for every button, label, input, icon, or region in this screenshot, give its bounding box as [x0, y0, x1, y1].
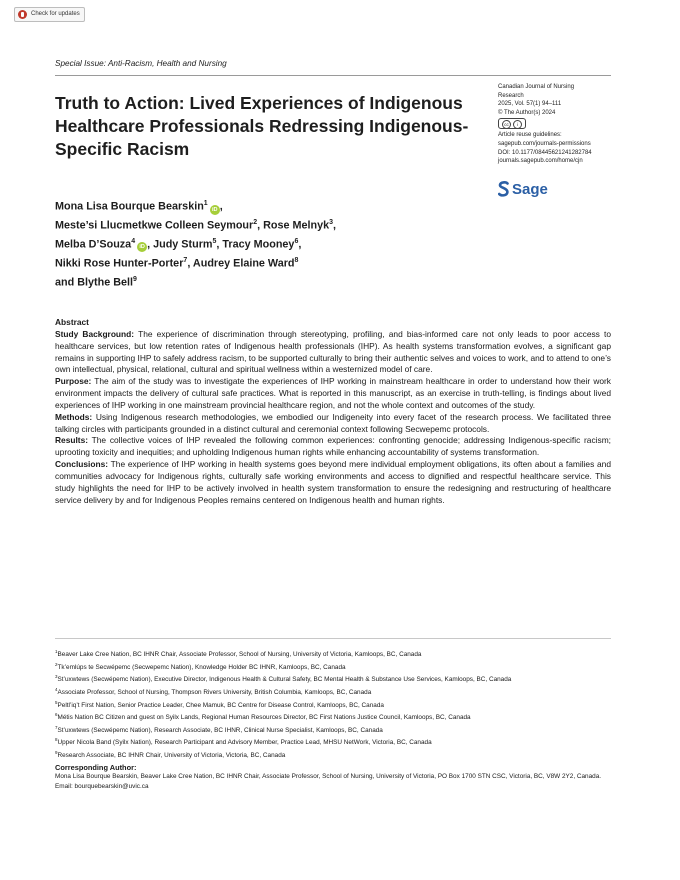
author-name: Mona Lisa Bourque Bearskin: [55, 200, 204, 213]
affiliation: [55, 735, 611, 748]
author-name: Blythe Bell: [77, 276, 134, 289]
author-affiliation: 3: [329, 218, 334, 226]
affiliation-number: 7: [55, 724, 58, 730]
affiliation-text: St’uxwtews (Secwépemc Nation), Research Associate, BC IHNR, Clinical Nurse Specialist, Kamloops, BC, Canada: [57, 726, 383, 734]
author-affiliation: 6: [294, 237, 299, 245]
journal-copyright: © The Author(s) 2024: [498, 109, 556, 116]
check-for-updates-label: Check for updates: [31, 11, 80, 17]
header-divider: [55, 75, 611, 76]
affiliation-number: 5: [55, 699, 58, 705]
affiliation-number: 2: [55, 661, 58, 667]
author-name: Judy Sturm: [153, 238, 213, 251]
corresponding-author-email[interactable]: Email: bourquebearskin@uvic.ca: [55, 782, 149, 790]
corresponding-author-heading: Corresponding Author:: [55, 762, 137, 772]
author-name: Tracy Mooney: [222, 238, 295, 251]
section-text: The experience of IHP working in health systems goes beyond mere individual employment obligations, its often about a families and communities advocacy for Indigenous rights, culturally safe working environments and access to dignified and respectful healthcare service. This study highlights the need for IHP to be actively involved in health system transformation to ensure the redesigning and restructuring of healthcare service delivery by and for Indigenous Peoples remains centered on Indigenous health and human rights.: [55, 459, 611, 505]
affiliation-number: 8: [55, 737, 58, 743]
affiliation: [55, 710, 611, 723]
abstract-section: [55, 412, 611, 436]
abstract: [55, 317, 611, 507]
affiliation: [55, 685, 611, 698]
affiliation-number: 3: [55, 674, 58, 680]
sage-s-icon: [498, 181, 509, 197]
orcid-icon[interactable]: iD: [210, 205, 220, 215]
author-affiliation: 2: [253, 218, 258, 226]
affiliation-text: St’uxwtews (Secwépemc Nation), Executive Director, Indigenous Health & Cultural Safety, BC Mental Health & Substance Use Services, Kamloops, BC, Canada: [57, 676, 512, 684]
reuse-label: Article reuse guidelines:: [498, 132, 562, 139]
section-text: The aim of the study was to investigate the experiences of IHP working in mainstream healthcare in order to understand how their work environment impacts the delivery of cultural safe practices. What is reported in this manuscript, as an exercise in truth-telling, is findings about lived experiences of IHP working in one mainstream provincial healthcare region, and not the whole context and outcomes of the study.: [55, 376, 611, 410]
affiliation-text: Research Associate, BC IHNR Chair, University of Victoria, Victoria, BC, Canada: [57, 752, 286, 760]
affiliation: [55, 723, 611, 736]
abstract-heading: Abstract: [55, 317, 89, 327]
affiliations: [55, 647, 611, 791]
author-list: Mona Lisa Bourque Bearskin$^1$iD , Meste’si Llucmetkwe Colleen Seymour$^2$, Rose Melnyk$^3$, Melba D’Souza$^4$iD , Judy Sturm$^5$, Tracy Mooney$^6$, Nikki Rose Hunter-Porter$^7$, Audrey Elaine Ward$^8$ and Blythe Bell$^9$: [55, 200, 337, 289]
update-icon: [18, 10, 27, 19]
affiliation-text: Tk’emlúps te Secwépemc (Secwepemc Nation), Knowledge Holder BC IHNR, Kamloops, BC, Canada: [57, 663, 346, 671]
journal-volume: 2025, Vol. 57(1) 94–111: [498, 101, 562, 108]
affiliation-text: Beaver Lake Cree Nation, BC IHNR Chair, Associate Professor, School of Nursing, University of Victoria, Kamloops, BC, Canada: [57, 651, 422, 659]
orcid-icon[interactable]: iD: [137, 242, 147, 252]
section-text: Using Indigenous research methodologies, we embodied our Indigeneity into every facet of the research process. We facilitated three talking circles with participants grounded in a distinct cultural and ceremonial context following Secwepemc protocols.: [55, 411, 611, 434]
affiliation-text: Upper Nicola Band (Syilx Nation), Research Participant and Advisory Member, Practice Lead, MHSU NetWork, Victoria, BC, Canada: [57, 739, 432, 747]
affiliation-text: Métis Nation BC Citizen and guest on Syilx Lands, Regional Human Resources Director, BC First Nations Justice Council, Kamloops, BC, Canada: [57, 714, 471, 722]
section-label: Results:: [55, 435, 89, 446]
abstract-section: [55, 329, 611, 376]
affiliation: [55, 647, 611, 660]
publisher-name: Sage: [512, 181, 548, 198]
affiliation: [55, 748, 611, 761]
affiliation: [55, 660, 611, 673]
author-name: Meste’si Llucmetkwe Colleen Seymour: [55, 219, 254, 232]
journal-info: [498, 83, 618, 166]
author-affiliation: 4: [131, 237, 136, 245]
author-name: Nikki Rose Hunter-Porter: [55, 257, 184, 270]
abstract-section: [55, 459, 611, 506]
doi-link[interactable]: DOI: 10.1177/08445621241282784: [498, 149, 592, 156]
section-label: Conclusions:: [55, 459, 109, 470]
author-affiliation: 9: [133, 275, 137, 283]
special-issue-label: Special Issue: Anti-Racism, Health and Nursing: [55, 59, 227, 68]
author-affiliation: 5: [212, 237, 217, 245]
article-title: Truth to Action: Lived Experiences of Indigenous Healthcare Professionals Redressing Indigenous-Specific Racism: [55, 93, 469, 159]
author-name: Rose Melnyk: [263, 219, 330, 232]
author-name: Audrey Elaine Ward: [192, 257, 295, 270]
author-conjunction: and: [55, 276, 78, 289]
journal-name: Canadian Journal of Nursing: [498, 84, 575, 90]
author-name: Melba D’Souza: [55, 238, 132, 251]
affiliation: [55, 698, 611, 711]
author-affiliation: 7: [183, 256, 188, 264]
affiliation-text: Associate Professor, School of Nursing, Thompson Rivers University, British Columbia, Kamloops, BC, Canada: [57, 689, 372, 696]
affiliation-number: 4: [55, 686, 58, 692]
abstract-section: [55, 435, 611, 459]
corresponding-author-text: Mona Lisa Bourque Bearskin, Beaver Lake Cree Nation, BC IHNR Chair, Associate Professor, School of Nursing, University of Victoria, PO Box 1700 STN CSC, Victoria, BC, V8W 2Y2, Canada.: [55, 773, 602, 781]
section-label: Purpose:: [55, 376, 92, 387]
affiliation-number: 6: [55, 712, 58, 718]
section-label: Methods:: [55, 411, 93, 422]
affiliation: [55, 672, 611, 685]
author-affiliation: 8: [294, 256, 299, 264]
author-affiliation: 1: [203, 200, 208, 207]
check-for-updates-button[interactable]: [14, 7, 85, 22]
affiliation-number: 9: [55, 750, 58, 755]
cc-by-icon: cc i: [498, 118, 526, 129]
abstract-section: [55, 376, 611, 412]
section-text: The collective voices of IHP revealed the following common experiences: confronting genocide; addressing Indigenous-specific racism; uprooting toxicity and inequities; and upholding Indigenous human rights while enhancing accountability of systems transformation.: [55, 435, 611, 458]
footnote-divider: [55, 638, 611, 639]
section-text: The experience of discrimination through stereotyping, profiling, and bias-informed care not only leads to poor access to healthcare services, but low retention rates of Indigenous health professionals (IHP). As health systems transformation evolves, a significant gap remains in supporting IHP to safely address racism, to be supported culturally to bring their authentic selves and voices to work, and to attend to one’s own intellectual, physical, relational, cultural and spiritual wellness within a westernized model of care.: [55, 328, 611, 375]
section-label: Study Background:: [55, 328, 135, 339]
affiliation-text: Peltl’iq’t First Nation, Senior Practice Leader, Chee Mamuk, BC Centre for Disease Control, Kamloops, BC, Canada: [57, 701, 384, 709]
affiliation-number: 1: [55, 649, 58, 654]
journal-home-link[interactable]: journals.sagepub.com/home/cjn: [498, 158, 583, 165]
reuse-link[interactable]: sagepub.com/journals-permissions: [498, 140, 591, 147]
journal-name-cont: Research: [498, 92, 524, 99]
